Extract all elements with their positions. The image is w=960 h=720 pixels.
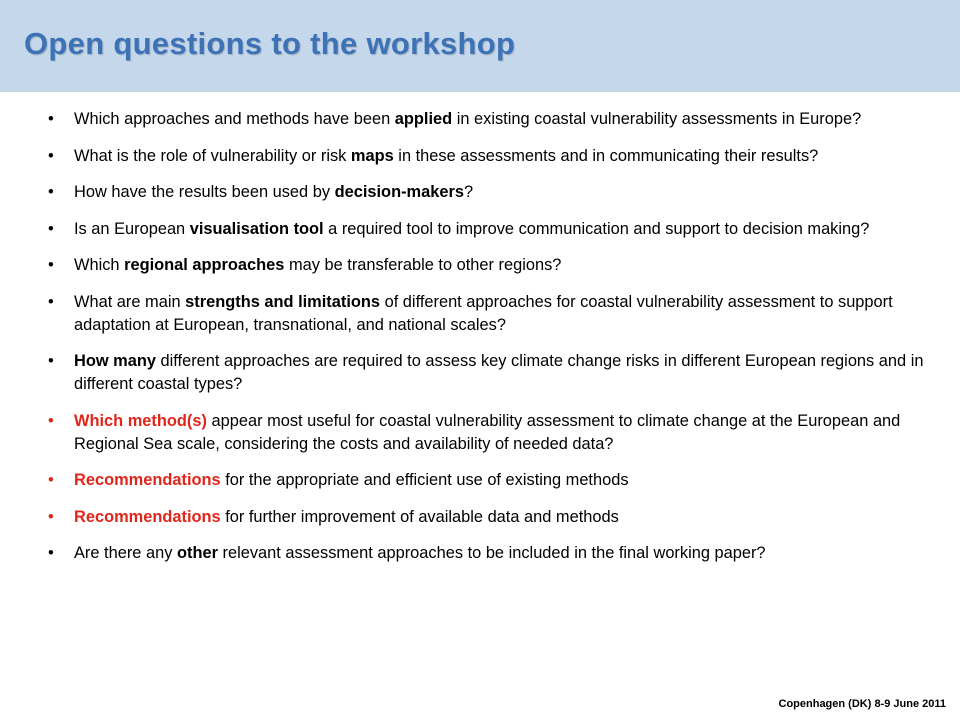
header-band xyxy=(0,0,960,92)
bullet-dot: • xyxy=(48,544,54,562)
bullet-text: appear most useful for coastal vulnerability assessment to climate change at the European and Regional Sea scale, considering the costs and availability of needed data? xyxy=(74,411,901,453)
bullet-item-regional-approaches xyxy=(48,254,948,277)
bullet-item-which-methods xyxy=(48,410,948,456)
bullet-item-other-approaches xyxy=(48,542,948,565)
bullet-text: in existing coastal vulnerability assessments in Europe? xyxy=(452,110,862,128)
bullet-dot: • xyxy=(48,146,54,165)
footer-location-date: Copenhagen (DK) 8-9 June 2011 xyxy=(778,698,946,710)
bullet-text: ? xyxy=(463,183,474,201)
bullet-text: What are main xyxy=(74,292,186,311)
bullet-text: relevant assessment approaches to be included in the final working paper? xyxy=(217,544,766,562)
bullet-item-applied xyxy=(48,108,948,131)
bullet-dot: • xyxy=(48,411,54,430)
bullet-dot: • xyxy=(48,507,54,526)
bullet-item-strengths-limitations xyxy=(48,291,948,337)
bullet-text: a required tool to improve communication and support to decision making? xyxy=(323,219,870,238)
bullet-dot: • xyxy=(48,471,54,489)
bullet-emphasis: Recommendations xyxy=(74,507,221,526)
bullet-text: of different approaches for coastal vulnerability assessment to support adaptation at European, transnational, and national scales? xyxy=(74,292,893,334)
bullet-emphasis: maps xyxy=(350,146,394,165)
bullet-item-maps xyxy=(48,145,948,168)
bullet-emphasis: other xyxy=(176,544,218,562)
bullet-emphasis: applied xyxy=(394,110,453,128)
bullet-text: Which xyxy=(74,256,125,274)
bullet-text: for the appropriate and efficient use of existing methods xyxy=(220,471,629,489)
bullet-text: in these assessments and in communicating their results? xyxy=(393,146,819,165)
bullet-dot: • xyxy=(48,183,54,201)
bullet-text: may be transferable to other regions? xyxy=(284,256,562,274)
bullet-dot: • xyxy=(48,219,54,238)
bullet-list xyxy=(48,108,948,579)
bullet-emphasis: Which method(s) xyxy=(74,411,207,430)
bullet-dot: • xyxy=(48,292,54,311)
bullet-text: Which approaches and methods have been xyxy=(74,110,395,128)
slide-title: Open questions to the workshop xyxy=(24,26,516,61)
bullet-emphasis: visualisation tool xyxy=(189,219,324,238)
bullet-item-how-many xyxy=(48,350,948,396)
bullet-emphasis: How many xyxy=(74,352,156,370)
bullet-emphasis: strengths and limitations xyxy=(185,292,381,311)
bullet-text: How have the results been used by xyxy=(74,183,335,201)
bullet-text: different approaches are required to assess key climate change risks in different European regions and in different coastal types? xyxy=(74,352,924,393)
bullet-dot: • xyxy=(48,110,54,128)
bullet-text: What is the role of vulnerability or risk xyxy=(74,146,351,165)
bullet-item-decision-makers xyxy=(48,181,948,204)
bullet-item-recommendations-improvement xyxy=(48,506,948,529)
bullet-text: Are there any xyxy=(74,544,177,562)
bullet-item-visualisation-tool xyxy=(48,218,948,241)
bullet-text: Is an European xyxy=(74,219,190,238)
bullet-emphasis: decision-makers xyxy=(334,183,464,201)
bullet-text: for further improvement of available data and methods xyxy=(220,507,619,526)
bullet-dot: • xyxy=(48,352,54,370)
bullet-item-recommendations-use xyxy=(48,469,948,492)
bullet-dot: • xyxy=(48,256,54,274)
bullet-emphasis: Recommendations xyxy=(74,471,221,489)
bullet-emphasis: regional approaches xyxy=(124,256,285,274)
